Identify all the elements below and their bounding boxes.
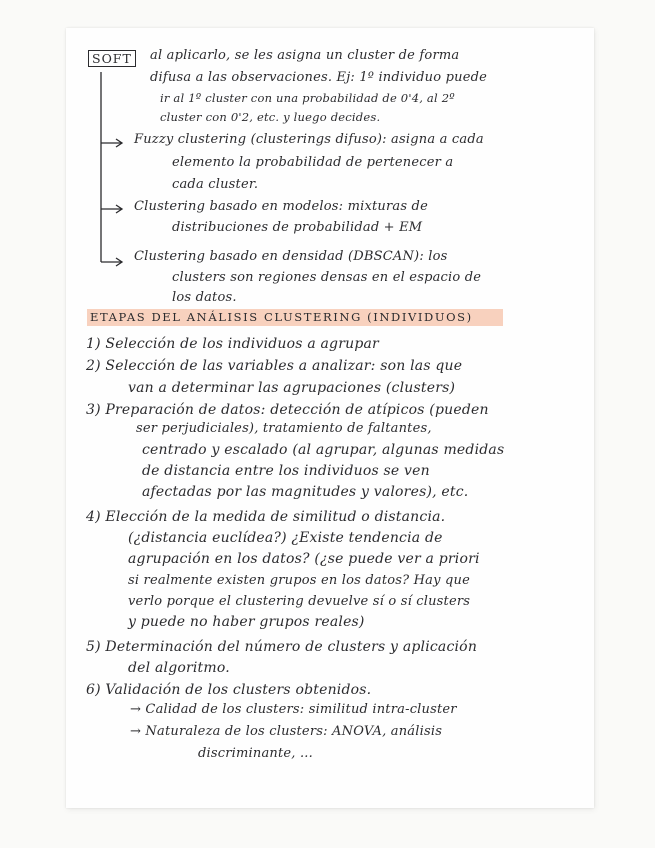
step-2-line-1: 2) Selección de las variables a analizar: son las que (86, 358, 463, 374)
validation-nature-line-1: → Naturaleza de los clusters: ANOVA, análisis (130, 724, 443, 739)
branch-models-line-2: distribuciones de probabilidad + EM (172, 220, 423, 235)
step-3-line-4: de distancia entre los individuos se ven (142, 463, 430, 479)
step-4-line-2: (¿distancia euclídea?) ¿Existe tendencia de (128, 530, 443, 546)
step-3-line-3: centrado y escalado (al agrupar, algunas medidas (142, 442, 505, 458)
step-5-line-2: del algoritmo. (128, 660, 230, 676)
branch-fuzzy-line-3: cada cluster. (172, 177, 259, 192)
step-4-line-6: y puede no haber grupos reales) (128, 614, 365, 630)
branch-models-line-1: Clustering basado en modelos: mixturas de (134, 199, 428, 214)
step-2-line-2: van a determinar las agrupaciones (clusters) (128, 380, 456, 396)
soft-line-3: ir al 1º cluster con una probabilidad de 0'4, al 2º (160, 91, 455, 105)
branch-fuzzy-line-1: Fuzzy clustering (clusterings difuso): asigna a cada (134, 132, 484, 147)
step-5-line-1: 5) Determinación del número de clusters y aplicación (86, 639, 478, 655)
step-3-line-2: ser perjudiciales), tratamiento de faltantes, (136, 421, 432, 436)
branch-density-line-1: Clustering basado en densidad (DBSCAN): los (134, 249, 448, 264)
validation-nature-line-2: discriminante, ... (198, 746, 313, 761)
branch-density-line-2: clusters son regiones densas en el espacio de (172, 270, 482, 285)
step-6-line-1: 6) Validación de los clusters obtenidos. (86, 682, 372, 698)
soft-line-2: difusa a las observaciones. Ej: 1º individuo puede (150, 70, 488, 85)
step-3-line-1: 3) Preparación de datos: detección de atípicos (pueden (86, 402, 489, 418)
step-4-line-3: agrupación en los datos? (¿se puede ver a priori (128, 551, 480, 567)
step-3-line-5: afectadas por las magnitudes y valores), etc. (142, 484, 469, 500)
step-1-line-1: 1) Selección de los individuos a agrupar (86, 336, 379, 352)
branch-density-line-3: los datos. (172, 290, 237, 305)
validation-quality: → Calidad de los clusters: similitud intra-cluster (130, 702, 457, 717)
etapas-title: ETAPAS DEL ANÁLISIS CLUSTERING (INDIVIDUOS) (90, 310, 473, 324)
step-4-line-5: verlo porque el clustering devuelve sí o sí clusters (128, 594, 471, 609)
soft-line-1: al aplicarlo, se les asigna un cluster de forma (150, 48, 460, 63)
step-4-line-4: si realmente existen grupos en los datos? Hay que (128, 573, 470, 588)
branch-fuzzy-line-2: elemento la probabilidad de pertenecer a (172, 155, 454, 170)
soft-label: SOFT (88, 50, 136, 67)
soft-line-4: cluster con 0'2, etc. y luego decides. (160, 110, 381, 124)
step-4-line-1: 4) Elección de la medida de similitud o distancia. (86, 509, 446, 525)
